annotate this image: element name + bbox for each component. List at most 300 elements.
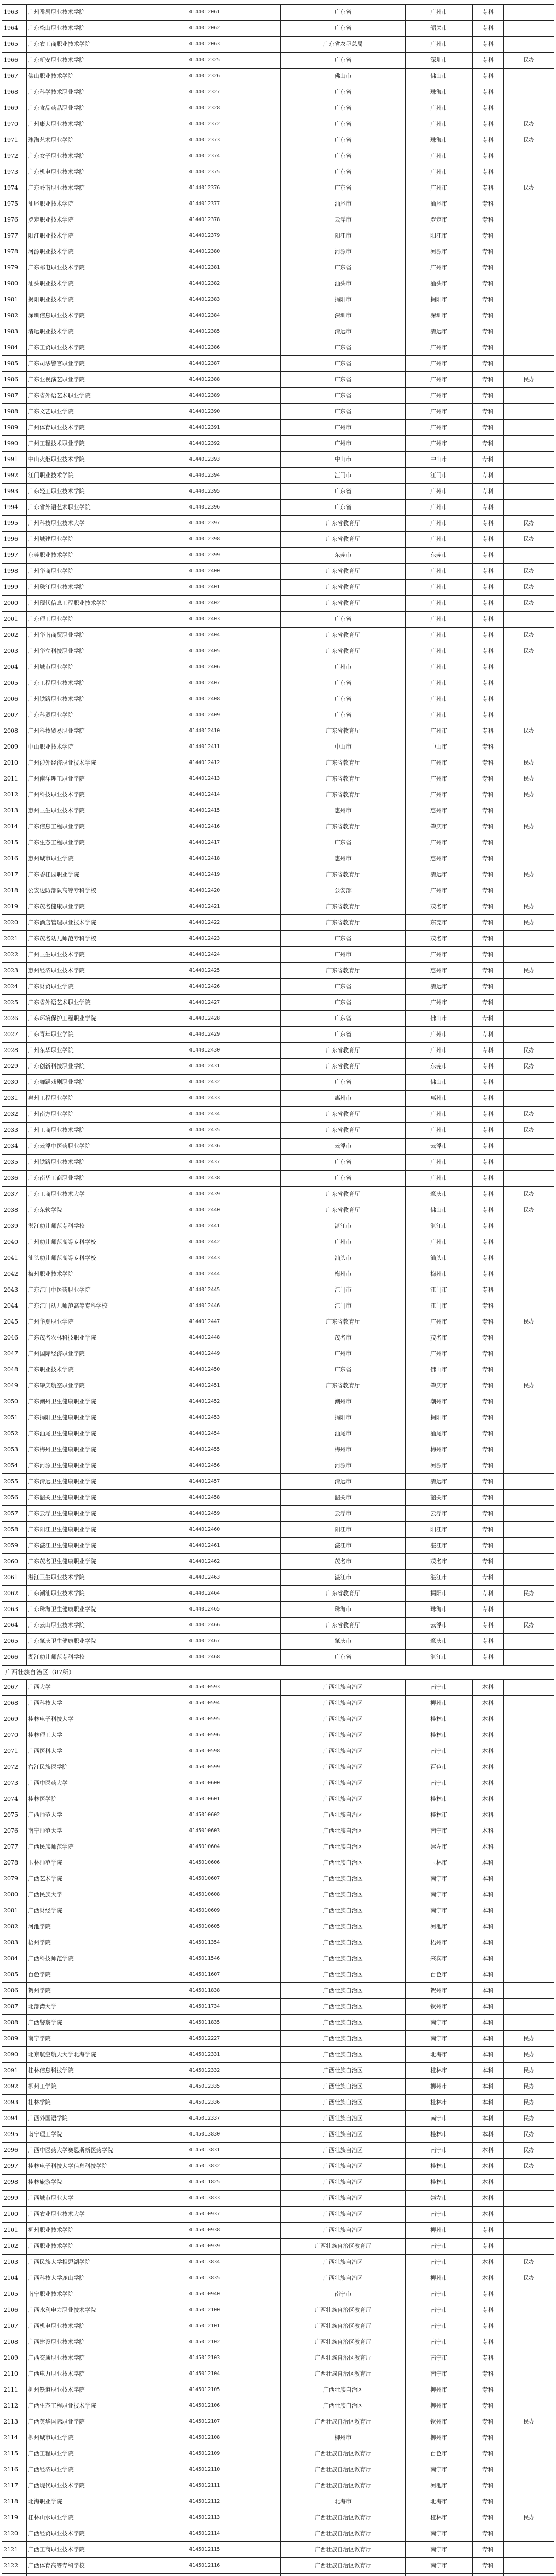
cell-no: 1996 — [2, 532, 27, 548]
table-row — [2, 2239, 554, 2255]
cell-note — [503, 1791, 554, 1807]
cell-note — [503, 2542, 554, 2558]
cell-name: 广东机电职业技术学院 — [26, 164, 187, 180]
cell-name: 柳州工学院 — [26, 2079, 187, 2095]
cell-no: 2100 — [2, 2207, 27, 2223]
cell-loc: 汕尾市 — [406, 196, 472, 212]
cell-lvl: 专科 — [472, 2318, 503, 2334]
table-row — [2, 2350, 554, 2366]
cell-note: 民办 — [503, 2095, 554, 2111]
cell-loc: 广州市 — [406, 37, 472, 53]
cell-dept: 广西壮族自治区教育厅 — [281, 2462, 406, 2478]
cell-note — [503, 1282, 554, 1298]
cell-name: 中山火炬职业技术学院 — [26, 452, 187, 468]
cell-loc: 湛江市 — [406, 1570, 472, 1586]
cell-lvl: 专科 — [472, 228, 503, 244]
cell-no: 2029 — [2, 1059, 27, 1075]
cell-no: 2081 — [2, 1903, 27, 1919]
cell-dept: 惠州市 — [281, 851, 406, 867]
cell-lvl: 专科 — [472, 979, 503, 995]
table-row — [2, 2462, 554, 2478]
cell-lvl: 专科 — [472, 196, 503, 212]
cell-no: 2068 — [2, 1696, 27, 1711]
cell-code: 4144012414 — [187, 787, 281, 803]
cell-name: 广西财经学院 — [26, 1903, 187, 1919]
cell-lvl: 专科 — [472, 2558, 503, 2574]
cell-code: 4144012374 — [187, 148, 281, 164]
cell-note — [503, 1091, 554, 1107]
cell-note: 民办 — [503, 723, 554, 739]
cell-loc: 清远市 — [406, 867, 472, 883]
cell-no: 2005 — [2, 675, 27, 691]
table-row — [2, 2382, 554, 2398]
cell-no: 2119 — [2, 2510, 27, 2526]
cell-dept: 广东省 — [281, 180, 406, 196]
cell-lvl: 专科 — [472, 100, 503, 116]
table-row — [2, 1983, 554, 1999]
cell-dept: 中山市 — [281, 452, 406, 468]
cell-code: 4144012380 — [187, 244, 281, 260]
cell-code: 4144012430 — [187, 1043, 281, 1059]
cell-note — [503, 212, 554, 228]
table-row — [2, 643, 554, 659]
cell-dept: 江门市 — [281, 468, 406, 484]
table-row — [2, 2302, 554, 2318]
cell-name: 广东梅州卫生健康职业学院 — [26, 1442, 187, 1458]
cell-lvl: 专科 — [472, 1298, 503, 1314]
cell-note — [503, 659, 554, 675]
cell-dept: 广西壮族自治区教育厅 — [281, 2366, 406, 2382]
cell-dept: 广西壮族自治区 — [281, 2079, 406, 2095]
cell-name: 广州铁路职业技术学院 — [26, 1155, 187, 1171]
cell-dept: 广西壮族自治区教育厅 — [281, 2510, 406, 2526]
cell-code: 4144012465 — [187, 1602, 281, 1618]
cell-loc: 南宁市 — [406, 1903, 472, 1919]
cell-lvl: 专科 — [472, 2350, 503, 2366]
table-row — [2, 468, 554, 484]
cell-name: 广东江门中医药职业学院 — [26, 1282, 187, 1298]
cell-lvl: 本科 — [472, 1903, 503, 1919]
table-row — [2, 164, 554, 180]
cell-name: 公安边防部队高等专科学校 — [26, 883, 187, 899]
cell-lvl — [472, 2574, 503, 2576]
cell-lvl: 专科 — [472, 819, 503, 835]
cell-lvl: 专科 — [472, 1266, 503, 1282]
cell-name: 广西建设职业技术学院 — [26, 2334, 187, 2350]
cell-code: 4145010938 — [187, 2223, 281, 2239]
cell-note — [503, 1266, 554, 1282]
cell-name: 广东肇庆航空职业学院 — [26, 1378, 187, 1394]
cell-code: 4144012384 — [187, 308, 281, 324]
cell-loc: 柳州市 — [406, 2430, 472, 2446]
cell-note — [503, 452, 554, 468]
cell-no: 2112 — [2, 2398, 27, 2414]
cell-name: 广西体育高等专科学校 — [26, 2558, 187, 2574]
cell-dept: 广东省 — [281, 1362, 406, 1378]
cell-name: 广东揭阳卫生健康职业学院 — [26, 1410, 187, 1426]
cell-name: 广西英华国际职业学院 — [26, 2414, 187, 2430]
cell-note — [503, 2366, 554, 2382]
cell-loc: 广州市 — [406, 771, 472, 787]
cell-loc: 广州市 — [406, 516, 472, 532]
cell-name: 广西中医药大学赛恩斯新医药学院 — [26, 2143, 187, 2159]
cell-note — [503, 1983, 554, 1999]
cell-loc: 北海市 — [406, 2047, 472, 2063]
cell-code: 4144012403 — [187, 612, 281, 628]
cell-name: 广州现代信息工程职业技术学院 — [26, 596, 187, 612]
cell-note — [503, 84, 554, 100]
cell-loc: 梧州市 — [406, 1935, 472, 1951]
cell-note — [503, 995, 554, 1011]
cell-name: 广东湛江卫生健康职业学院 — [26, 1538, 187, 1554]
cell-loc: 佛山市 — [406, 1362, 472, 1378]
table-row — [2, 2414, 554, 2430]
cell-no: 2027 — [2, 1027, 27, 1043]
cell-note — [503, 356, 554, 372]
cell-note — [503, 1171, 554, 1187]
cell-dept: 广西壮族自治区教育厅 — [281, 2558, 406, 2574]
cell-no: 2026 — [2, 1011, 27, 1027]
cell-no: 2088 — [2, 2015, 27, 2031]
cell-note — [503, 1458, 554, 1474]
cell-note — [503, 468, 554, 484]
cell-name: 广东轻工职业技术学院 — [26, 484, 187, 500]
cell-note — [503, 1839, 554, 1855]
table-row — [2, 500, 554, 516]
cell-dept: 云浮市 — [281, 212, 406, 228]
table-row — [2, 1091, 554, 1107]
table-row — [2, 1696, 554, 1711]
cell-lvl: 专科 — [472, 659, 503, 675]
cell-no: 2097 — [2, 2159, 27, 2175]
region-heading: 广西壮族自治区（87所） — [2, 1666, 552, 1679]
cell-loc: 南宁市 — [406, 2015, 472, 2031]
cell-dept: 潮州市 — [281, 1394, 406, 1410]
cell-lvl: 专科 — [472, 771, 503, 787]
table-row — [2, 883, 554, 899]
cell-loc: 清远市 — [406, 1474, 472, 1490]
cell-no: 1971 — [2, 132, 27, 148]
cell-note: 民办 — [503, 2510, 554, 2526]
cell-loc: 钦州市 — [406, 1999, 472, 2015]
cell-note — [503, 260, 554, 276]
cell-no: 1987 — [2, 388, 27, 404]
cell-name: 湖江幼儿师范专科学校 — [26, 1650, 187, 1666]
cell-code: 4144012419 — [187, 867, 281, 883]
cell-lvl: 专科 — [472, 1282, 503, 1298]
cell-dept: 广西壮族自治区 — [281, 1887, 406, 1903]
cell-dept — [281, 2574, 406, 2576]
cell-loc: 南宁市 — [406, 1871, 472, 1887]
cell-name: 广东肇庆卫生健康职业学院 — [26, 1634, 187, 1650]
cell-note: 民办 — [503, 1618, 554, 1634]
cell-lvl: 专科 — [472, 260, 503, 276]
cell-loc: 南宁市 — [406, 2255, 472, 2270]
cell-dept: 北海市 — [281, 2494, 406, 2510]
cell-no: 2060 — [2, 1554, 27, 1570]
cell-note — [503, 2478, 554, 2494]
cell-dept: 广东省 — [281, 100, 406, 116]
table-row — [2, 1155, 554, 1171]
cell-no: 2077 — [2, 1839, 27, 1855]
table-row — [2, 2255, 554, 2270]
cell-note: 民办 — [503, 580, 554, 596]
cell-no: 2120 — [2, 2526, 27, 2542]
cell-loc: 惠州市 — [406, 851, 472, 867]
cell-note — [503, 69, 554, 84]
cell-note — [503, 2286, 554, 2302]
cell-name: 南宁学院 — [26, 2031, 187, 2047]
cell-dept: 广东省教育厅 — [281, 643, 406, 659]
cell-lvl: 专科 — [472, 2478, 503, 2494]
cell-code: 4145012335 — [187, 2079, 281, 2095]
cell-note — [503, 1075, 554, 1091]
table-row — [2, 53, 554, 69]
table-row — [2, 1107, 554, 1123]
cell-loc: 肇庆市 — [406, 1634, 472, 1650]
cell-loc: 湛江市 — [406, 1650, 472, 1666]
cell-dept: 清远市 — [281, 1474, 406, 1490]
cell-dept: 佛山市 — [281, 69, 406, 84]
cell-lvl: 专科 — [472, 2398, 503, 2414]
cell-lvl: 专科 — [472, 1155, 503, 1171]
cell-dept: 广东省 — [281, 404, 406, 420]
cell-loc: 南宁市 — [406, 2558, 472, 2574]
cell-code: 4145011546 — [187, 1951, 281, 1967]
cell-name: 广州东华职业学院 — [26, 1043, 187, 1059]
table-row — [2, 1791, 554, 1807]
cell-dept: 广西壮族自治区 — [281, 1935, 406, 1951]
cell-no: 2096 — [2, 2143, 27, 2159]
cell-no: 1965 — [2, 37, 27, 53]
cell-name: 广西民族大学相思湖学院 — [26, 2255, 187, 2270]
cell-dept: 广西壮族自治区 — [281, 1855, 406, 1871]
cell-code: 4145011835 — [187, 2015, 281, 2031]
cell-no: 2040 — [2, 1234, 27, 1250]
cell-dept: 广东省教育厅 — [281, 755, 406, 771]
cell-lvl: 专科 — [472, 2334, 503, 2350]
cell-lvl: 专科 — [472, 356, 503, 372]
cell-no: 2074 — [2, 1791, 27, 1807]
cell-dept: 广州市 — [281, 420, 406, 436]
cell-loc: 广州市 — [406, 116, 472, 132]
cell-dept: 广东省 — [281, 340, 406, 356]
cell-code: 4144012327 — [187, 84, 281, 100]
cell-code: 4144012325 — [187, 53, 281, 69]
cell-no: 1977 — [2, 228, 27, 244]
cell-no: 1999 — [2, 580, 27, 596]
cell-dept: 广西壮族自治区 — [281, 1999, 406, 2015]
cell-name: 玉林师范学院 — [26, 1855, 187, 1871]
cell-name: 广东工商职业技术大学 — [26, 1187, 187, 1202]
cell-code: 4144012452 — [187, 1394, 281, 1410]
cell-code: 4145010594 — [187, 1696, 281, 1711]
cell-lvl: 专科 — [472, 1634, 503, 1650]
cell-note: 民办 — [503, 915, 554, 931]
cell-loc: 广州市 — [406, 1234, 472, 1250]
cell-note: 民办 — [503, 643, 554, 659]
cell-name: 广西现代职业技术学院 — [26, 2478, 187, 2494]
table-row — [2, 2159, 554, 2175]
cell-dept: 广西壮族自治区 — [281, 2382, 406, 2398]
cell-lvl: 本科 — [472, 1919, 503, 1935]
cell-lvl: 专科 — [472, 1506, 503, 1522]
table-row — [2, 388, 554, 404]
cell-name: 右江民族医学院 — [26, 1759, 187, 1775]
cell-name: 广东职业技术学院 — [26, 1362, 187, 1378]
cell-no: 1982 — [2, 308, 27, 324]
cell-lvl: 专科 — [472, 596, 503, 612]
cell-note — [503, 835, 554, 851]
cell-dept: 广西壮族自治区 — [281, 2398, 406, 2414]
cell-lvl: 专科 — [472, 148, 503, 164]
cell-code: 4144012390 — [187, 404, 281, 420]
cell-loc: 南宁市 — [406, 2302, 472, 2318]
table-row — [2, 404, 554, 420]
cell-lvl: 本科 — [472, 1823, 503, 1839]
cell-note — [503, 979, 554, 995]
cell-loc: 佛山市 — [406, 69, 472, 84]
cell-no: 2016 — [2, 851, 27, 867]
table-row — [2, 37, 554, 53]
cell-note — [503, 1522, 554, 1538]
cell-loc: 桂林市 — [406, 1727, 472, 1743]
table-row — [2, 1903, 554, 1919]
cell-no: 1988 — [2, 404, 27, 420]
cell-loc: 广州市 — [406, 388, 472, 404]
cell-code: 4144012445 — [187, 1282, 281, 1298]
cell-code: 4144012400 — [187, 564, 281, 580]
table-row — [2, 963, 554, 979]
cell-note — [503, 851, 554, 867]
cell-no: 2012 — [2, 787, 27, 803]
table-row — [2, 564, 554, 580]
cell-name: 广东科学技术职业学院 — [26, 84, 187, 100]
cell-lvl: 专科 — [472, 500, 503, 516]
cell-loc: 广州市 — [406, 1155, 472, 1171]
cell-lvl: 专科 — [472, 1378, 503, 1394]
cell-code: 4144012406 — [187, 659, 281, 675]
cell-dept: 深圳市 — [281, 308, 406, 324]
cell-code: 4145010606 — [187, 1855, 281, 1871]
cell-loc: 清远市 — [406, 979, 472, 995]
cell-dept: 广东省 — [281, 835, 406, 851]
cell-loc: 东莞市 — [406, 1059, 472, 1075]
document-page — [0, 4, 556, 2576]
cell-note: 民办 — [503, 2270, 554, 2286]
cell-code: 4145013833 — [187, 2191, 281, 2207]
cell-lvl: 专科 — [472, 292, 503, 308]
cell-dept: 河源市 — [281, 244, 406, 260]
cell-dept: 广东省教育厅 — [281, 1618, 406, 1634]
school-table-part1 — [2, 4, 554, 1666]
cell-loc: 广州市 — [406, 612, 472, 628]
cell-dept: 广东省 — [281, 500, 406, 516]
cell-lvl: 本科 — [472, 1791, 503, 1807]
cell-note — [503, 2302, 554, 2318]
table-row — [2, 340, 554, 356]
cell-loc: 南宁市 — [406, 1887, 472, 1903]
cell-no: 2066 — [2, 1650, 27, 1666]
cell-no: 2035 — [2, 1155, 27, 1171]
cell-no: 2118 — [2, 2494, 27, 2510]
cell-lvl: 专科 — [472, 564, 503, 580]
cell-dept: 广西壮族自治区 — [281, 2111, 406, 2127]
cell-note — [503, 1650, 554, 1666]
cell-note — [503, 2223, 554, 2239]
cell-name: 广西水利电力职业技术学院 — [26, 2302, 187, 2318]
cell-lvl: 专科 — [472, 691, 503, 707]
cell-note — [503, 196, 554, 212]
cell-loc: 桂林市 — [406, 1807, 472, 1823]
cell-no: 2113 — [2, 2414, 27, 2430]
cell-dept: 广西壮族自治区 — [281, 1903, 406, 1919]
cell-code: 4145012337 — [187, 2111, 281, 2127]
table-row — [2, 1075, 554, 1091]
cell-dept: 广东省教育厅 — [281, 1378, 406, 1394]
cell-note — [503, 2334, 554, 2350]
cell-name: 桂林电子科技大学 — [26, 1711, 187, 1727]
cell-no: 2094 — [2, 2111, 27, 2127]
cell-lvl: 本科 — [472, 1935, 503, 1951]
cell-name: 汕尾职业技术学院 — [26, 196, 187, 212]
cell-dept: 广东省 — [281, 1155, 406, 1171]
cell-lvl: 本科 — [472, 2015, 503, 2031]
table-row — [2, 1490, 554, 1506]
cell-dept: 广东省 — [281, 931, 406, 947]
cell-loc: 湛江市 — [406, 1218, 472, 1234]
cell-lvl: 专科 — [472, 915, 503, 931]
cell-dept: 广东省 — [281, 612, 406, 628]
cell-no: 1964 — [2, 21, 27, 37]
cell-lvl: 本科 — [472, 1839, 503, 1855]
cell-code: 4144012381 — [187, 260, 281, 276]
table-row — [2, 1346, 554, 1362]
cell-dept: 云浮市 — [281, 1506, 406, 1522]
cell-note: 民办 — [503, 1202, 554, 1218]
cell-dept: 广东省 — [281, 260, 406, 276]
cell-lvl: 专科 — [472, 37, 503, 53]
cell-name: 梧州学院 — [26, 1935, 187, 1951]
table-row — [2, 1187, 554, 1202]
table-row — [2, 1538, 554, 1554]
cell-loc: 南宁市 — [406, 2526, 472, 2542]
cell-lvl: 本科 — [472, 2079, 503, 2095]
cell-loc: 南宁市 — [406, 1743, 472, 1759]
cell-loc: 肇庆市 — [406, 1187, 472, 1202]
cell-name: 广州番禺职业技术学院 — [26, 5, 187, 21]
cell-lvl: 专科 — [472, 835, 503, 851]
cell-loc: 广州市 — [406, 164, 472, 180]
cell-code: 4144012425 — [187, 963, 281, 979]
cell-loc: 广州市 — [406, 835, 472, 851]
cell-code: 4144012427 — [187, 995, 281, 1011]
cell-no: 1989 — [2, 420, 27, 436]
cell-dept: 珠海市 — [281, 1602, 406, 1618]
table-row — [2, 819, 554, 835]
cell-code: 4145012108 — [187, 2430, 281, 2446]
cell-note — [503, 1775, 554, 1791]
cell-code: 4144012062 — [187, 21, 281, 37]
cell-note — [503, 2015, 554, 2031]
table-row — [2, 69, 554, 84]
cell-loc: 广州市 — [406, 1314, 472, 1330]
cell-lvl: 专科 — [472, 1394, 503, 1410]
cell-no: 2108 — [2, 2334, 27, 2350]
cell-name: 广西艺术学院 — [26, 1871, 187, 1887]
cell-note — [503, 1250, 554, 1266]
table-row — [2, 308, 554, 324]
